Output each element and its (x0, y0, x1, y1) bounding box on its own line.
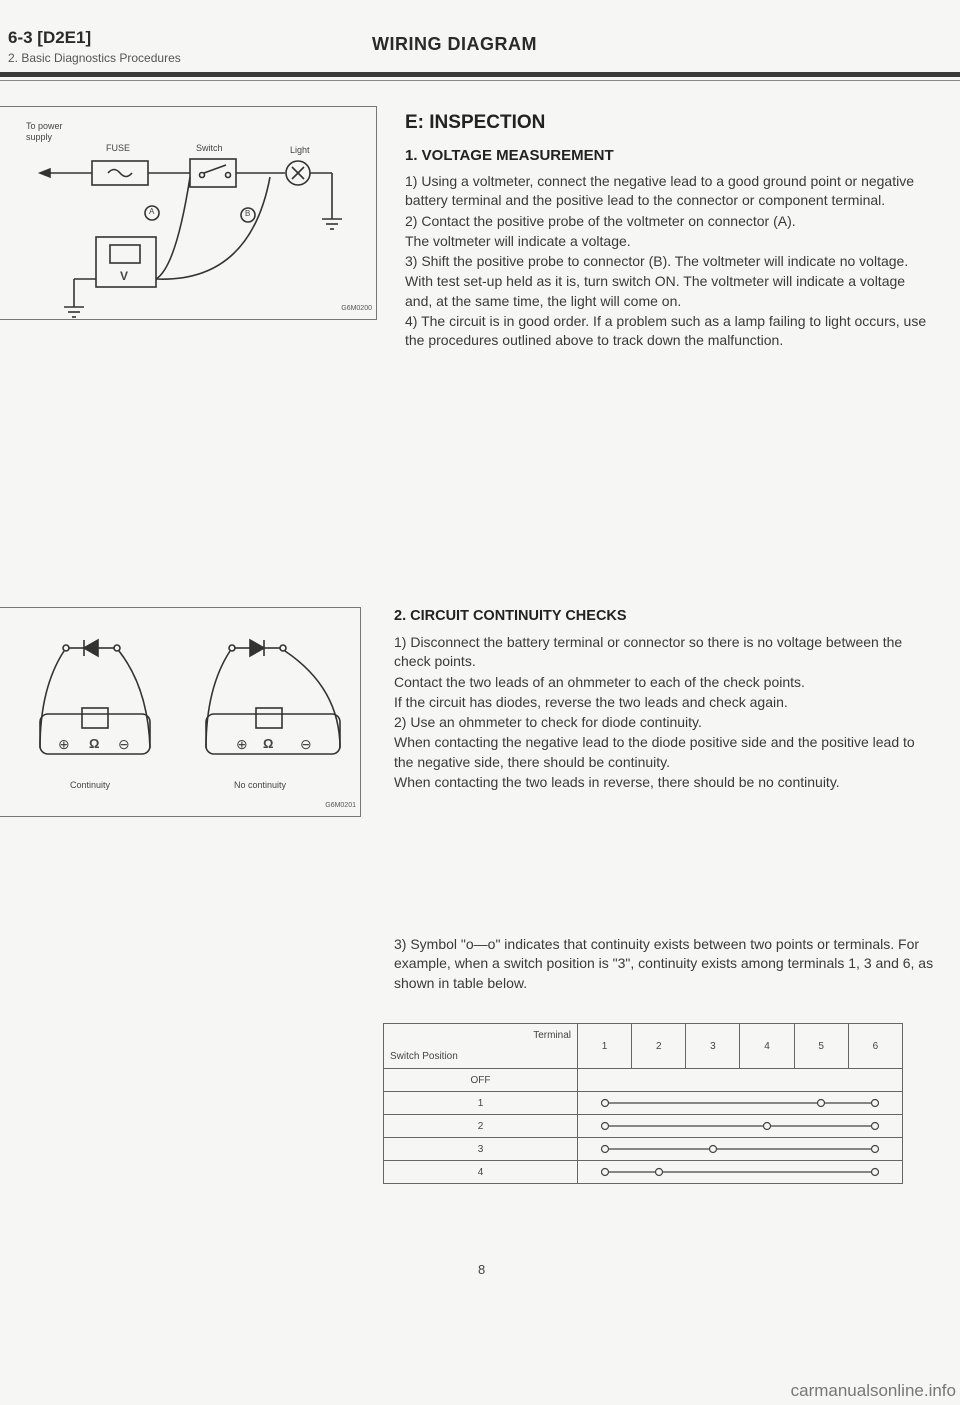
continuity-line (578, 1115, 902, 1137)
left-minus-icon: ⊖ (118, 736, 130, 752)
switch-position-cell: OFF (384, 1069, 578, 1092)
terminal-column-header: 5 (794, 1024, 848, 1069)
diode-continuity-figure (0, 607, 361, 817)
table-row (384, 1092, 903, 1115)
terminal-header: Terminal (533, 1030, 571, 1041)
connector-a-label: A (149, 207, 155, 216)
terminal-node (710, 1146, 717, 1153)
probe-lead-b (156, 177, 270, 279)
table-row (384, 1138, 903, 1161)
left-node-left (63, 645, 69, 651)
left-diode (84, 640, 98, 656)
voltage-measurement-text (405, 172, 933, 352)
left-ohm-icon: Ω (89, 736, 100, 751)
continuity-line (578, 1161, 902, 1183)
switch-position-cell: 2 (384, 1115, 578, 1138)
table-row (384, 1161, 903, 1184)
no-continuity-caption: No continuity (234, 780, 287, 790)
power-supply-label: To power supply (26, 121, 63, 142)
figure-code: G6M0201 (325, 802, 356, 809)
diode-continuity-drawing (0, 608, 360, 816)
subsection-voltage-heading: 1. VOLTAGE MEASUREMENT (405, 147, 614, 164)
right-minus-icon: ⊖ (300, 736, 312, 752)
paragraph: With test set-up held as it is, turn switch ON. The voltmeter will indicate a voltage and, at the same time, the light will come on. (405, 273, 906, 309)
left-ohmmeter-display (82, 708, 108, 728)
figure-code: G6M0200 (341, 305, 372, 312)
switch-contact-left (200, 173, 205, 178)
paragraph: When contacting the two leads in reverse, there should be no continuity. (394, 774, 840, 791)
section-subtitle: 2. Basic Diagnostics Procedures (8, 51, 181, 65)
continuity-cell (578, 1138, 903, 1161)
paragraph: The voltmeter will indicate a voltage. (405, 232, 631, 249)
switch-position-header: Switch Position (390, 1051, 458, 1062)
terminal-node (872, 1146, 879, 1153)
terminal-node (602, 1169, 609, 1176)
header-rule (0, 72, 960, 77)
paragraph: 4) The circuit is in good order. If a problem such as a lamp failing to light occurs, use the procedures outlined above to track down the malfunction. (405, 313, 927, 349)
fuse-symbol (108, 170, 132, 177)
right-diode (250, 640, 264, 656)
switch-blade (204, 165, 226, 173)
section-heading: E: INSPECTION (405, 112, 546, 133)
voltmeter-display (110, 245, 140, 263)
continuity-line (578, 1138, 902, 1160)
table-corner-cell (384, 1024, 578, 1069)
switch-position-cell: 4 (384, 1161, 578, 1184)
terminal-node (602, 1123, 609, 1130)
voltage-circuit-figure (0, 106, 377, 320)
terminal-column-header: 6 (848, 1024, 902, 1069)
continuity-cell (578, 1069, 903, 1092)
paragraph: 2) Contact the positive probe of the voltmeter on connector (A). (405, 212, 796, 229)
table-row (384, 1115, 903, 1138)
switch-contact-right (226, 173, 231, 178)
light-label: Light (290, 145, 310, 155)
continuity-cell (578, 1115, 903, 1138)
symbol-explanation-text: 3) Symbol "o—o" indicates that continuity exists between two points or terminals. For example, when a switch position is "3", continuity exists among terminals 1, 3 and 6, as shown in table below. (394, 936, 934, 991)
terminal-column-header: 1 (578, 1024, 632, 1069)
table-header-row (384, 1024, 903, 1069)
right-ohm-icon: Ω (263, 736, 274, 751)
terminal-node (872, 1100, 879, 1107)
terminal-node (602, 1100, 609, 1107)
terminal-node (764, 1123, 771, 1130)
continuity-line (578, 1092, 902, 1114)
paragraph: If the circuit has diodes, reverse the two leads and check again. (394, 693, 788, 710)
continuity-cell (578, 1092, 903, 1115)
terminal-node (602, 1146, 609, 1153)
watermark: carmanualsonline.info (790, 1381, 956, 1400)
switch-label: Switch (196, 143, 223, 153)
paragraph: Contact the two leads of an ohmmeter to each of the check points. (394, 673, 805, 690)
terminal-column-header: 2 (632, 1024, 686, 1069)
paragraph: 2) Use an ohmmeter to check for diode continuity. (394, 714, 702, 731)
supply-arrow (40, 169, 50, 177)
terminal-column-header: 3 (686, 1024, 740, 1069)
right-ohmmeter-display (256, 708, 282, 728)
right-node-right (280, 645, 286, 651)
right-node-left (229, 645, 235, 651)
page-title: WIRING DIAGRAM (372, 34, 537, 54)
page-number: 8 (478, 1262, 486, 1277)
terminal-node (872, 1169, 879, 1176)
paragraph: 3) Shift the positive probe to connector (B). The voltmeter will indicate no voltage. (405, 253, 909, 270)
header-rule-thin (0, 80, 960, 81)
left-node-right (114, 645, 120, 651)
switch-continuity-table (383, 1023, 903, 1184)
voltmeter-label: V (120, 269, 129, 283)
section-code: 6-3 [D2E1] (8, 28, 92, 47)
switch-position-cell: 1 (384, 1092, 578, 1115)
connector-b-label: B (245, 209, 251, 218)
switch-position-cell: 3 (384, 1138, 578, 1161)
terminal-column-header: 4 (740, 1024, 794, 1069)
subsection-continuity-heading: 2. CIRCUIT CONTINUITY CHECKS (394, 608, 627, 624)
left-plus-icon: ⊕ (58, 736, 70, 752)
continuity-check-text (394, 633, 934, 793)
terminal-node (656, 1169, 663, 1176)
paragraph: 1) Using a voltmeter, connect the negative lead to a good ground point or negative battery terminal and the positive lead to the connector or component terminal. (405, 173, 915, 209)
right-plus-icon: ⊕ (236, 736, 248, 752)
table-row (384, 1069, 903, 1092)
continuity-cell (578, 1161, 903, 1184)
continuity-caption: Continuity (70, 780, 111, 790)
paragraph: 1) Disconnect the battery terminal or connector so there is no voltage between the check points. (394, 634, 903, 670)
terminal-node (818, 1100, 825, 1107)
probe-lead-a (156, 177, 190, 279)
terminal-node (872, 1123, 879, 1130)
fuse-label: FUSE (106, 143, 131, 153)
paragraph: When contacting the negative lead to the diode positive side and the positive lead to the negative side, there should be continuity. (394, 734, 915, 770)
